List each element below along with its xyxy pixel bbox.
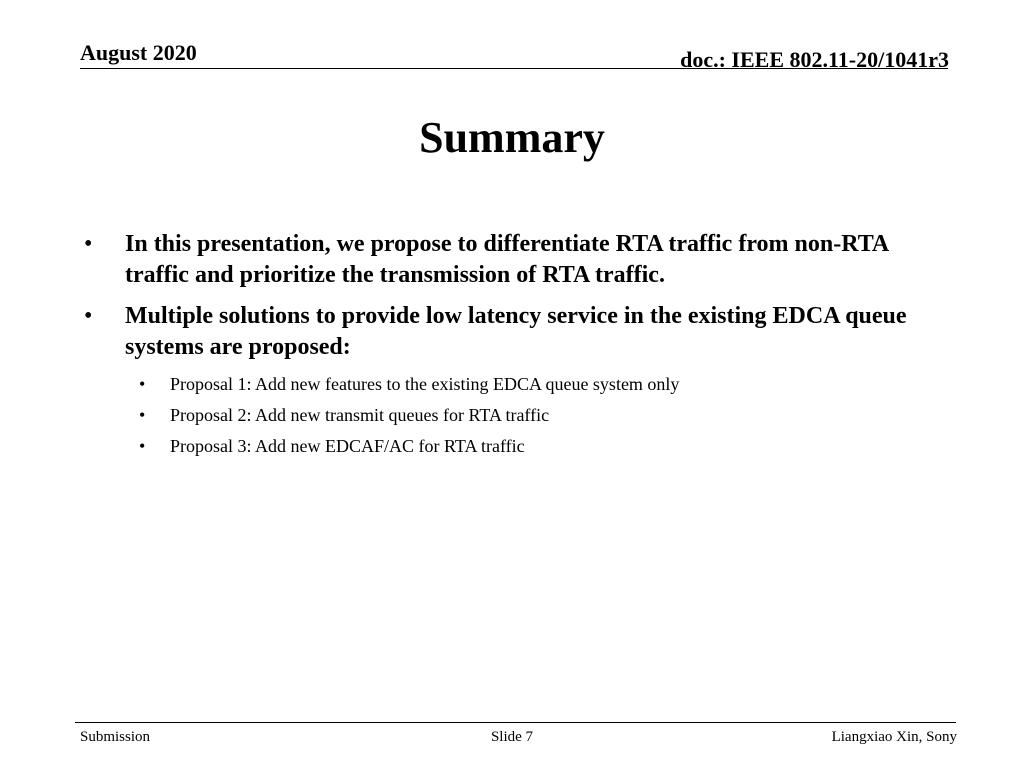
sub-bullet-dot-icon: • [139, 436, 146, 456]
sub-bullet-text: Proposal 1: Add new features to the existing EDCA queue system only [170, 374, 680, 394]
footer-author: Liangxiao Xin, Sony [831, 729, 957, 745]
sub-bullet-item [125, 435, 914, 457]
bullet-dot-icon: • [84, 231, 93, 257]
sub-bullet-dot-icon: • [139, 405, 146, 425]
bullet-dot-icon: • [84, 303, 93, 329]
footer-submission: Submission [80, 729, 151, 745]
slide-number: Slide 7 [490, 729, 534, 745]
bullet-text: In this presentation, we propose to differentiate RTA traffic from non-RTA traffic and prioritize the transmission of RTA traffic. [125, 231, 888, 288]
sub-bullet-item [125, 373, 914, 395]
sub-bullet-item [125, 404, 914, 426]
slide-body [84, 229, 914, 467]
footer-divider [75, 722, 956, 723]
header-date: August 2020 [80, 40, 197, 65]
bullet-item [84, 301, 914, 457]
document-id: doc.: IEEE 802.11-20/1041r3 [680, 47, 949, 72]
sub-bullet-list [125, 373, 914, 457]
slide-title: Summary [419, 113, 605, 162]
sub-bullet-dot-icon: • [139, 374, 146, 394]
sub-bullet-text: Proposal 3: Add new EDCAF/AC for RTA traffic [170, 436, 525, 456]
bullet-item [84, 229, 914, 291]
header-divider [80, 68, 948, 69]
bullet-text: Multiple solutions to provide low latency service in the existing EDCA queue systems are proposed: [125, 303, 907, 360]
sub-bullet-text: Proposal 2: Add new transmit queues for RTA traffic [170, 405, 550, 425]
